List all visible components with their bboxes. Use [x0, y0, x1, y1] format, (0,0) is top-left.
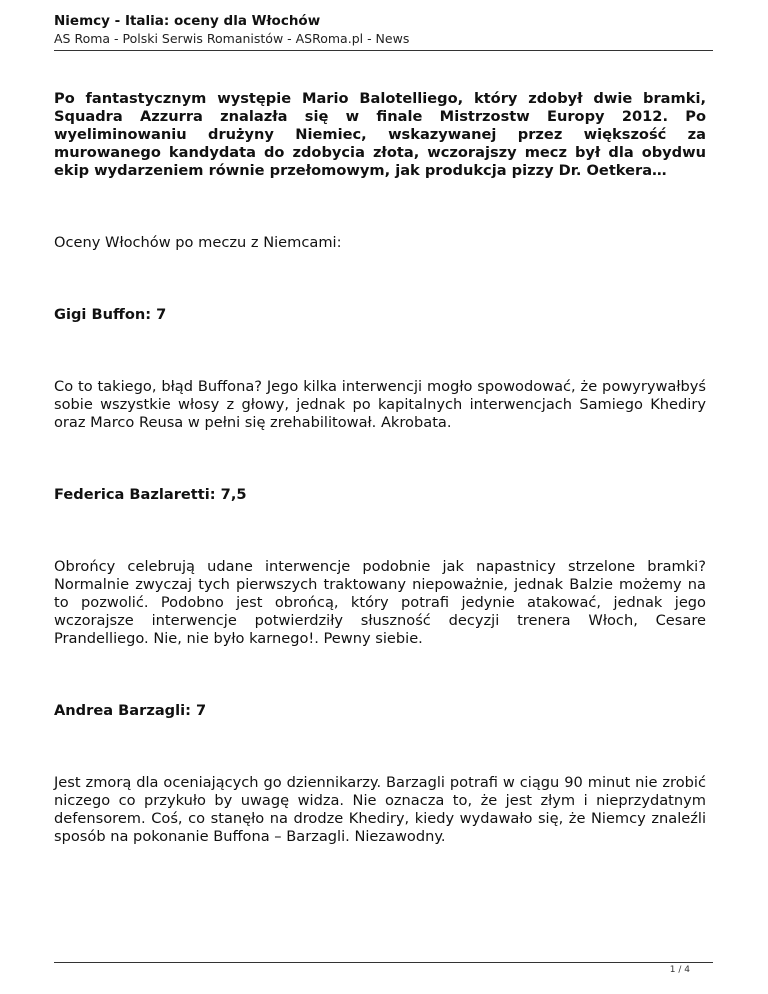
article-intro: Po fantastycznym występie Mario Balotelliego, który zdobył dwie bramki, Squadra Azzurra znalazła się w finale Mistrzostw Europy 2012. Po wyeliminowaniu drużyny Niemiec, wskazywanej przez większość za murowanego kandydata do zdobycia złota, wczorajszy mecz był dla obydwu ekip wydarzeniem równie przełomowym, jak produkcja pizzy Dr. Oetkera… — [54, 90, 706, 179]
article-lead: Oceny Włochów po meczu z Niemcami: — [54, 234, 342, 251]
article-body — [54, 90, 706, 846]
header-divider — [54, 50, 713, 51]
player-rating-text: Jest zmorą dla oceniających go dziennikarzy. Barzagli potrafi w ciągu 90 minut nie zrobić niczego co przykuło by uwagę widza. Nie oznacza to, że jest złym i nieprzydatnym defensorem. Coś, co stanęło na drodze Khediry, kiedy wydawało się, że Niemcy znaleźli sposób na pokonanie Buffona – Barzagli. Niezawodny. — [54, 774, 706, 845]
player-rating-text: Co to takiego, błąd Buffona? Jego kilka interwencji mogło spowodować, że powyrywałbyś sobie wszystkie włosy z głowy, jednak po kapitalnych interwencjach Samiego Khediry oraz Marco Reusa w pełni się zrehabilitował. Akrobata. — [54, 378, 706, 431]
player-heading: Andrea Barzagli: 7 — [54, 702, 207, 719]
player-heading: Federica Bazlaretti: 7,5 — [54, 486, 247, 503]
player-heading: Gigi Buffon: 7 — [54, 306, 167, 323]
footer-divider — [54, 962, 713, 963]
document-header — [54, 12, 713, 47]
document-title: Niemcy - Italia: oceny dla Włochów — [54, 13, 321, 29]
player-rating-text: Obrońcy celebrują udane interwencje podobnie jak napastnicy strzelone bramki? Normalnie zwyczaj tych pierwszych traktowany niepoważnie, jednak Balzie możemy na to pozwolić. Podobno jest obrońcą, który potrafi jedynie atakować, jednak jego wczorajsze interwencje potwierdziły słuszność decyzji trenera Włoch, Cesare Prandelliego. Nie, nie było karnego!. Pewny siebie. — [54, 558, 706, 647]
document-subtitle: AS Roma - Polski Serwis Romanistów - ASRoma.pl - News — [54, 31, 410, 46]
page-number: 1 / 4 — [669, 965, 690, 975]
